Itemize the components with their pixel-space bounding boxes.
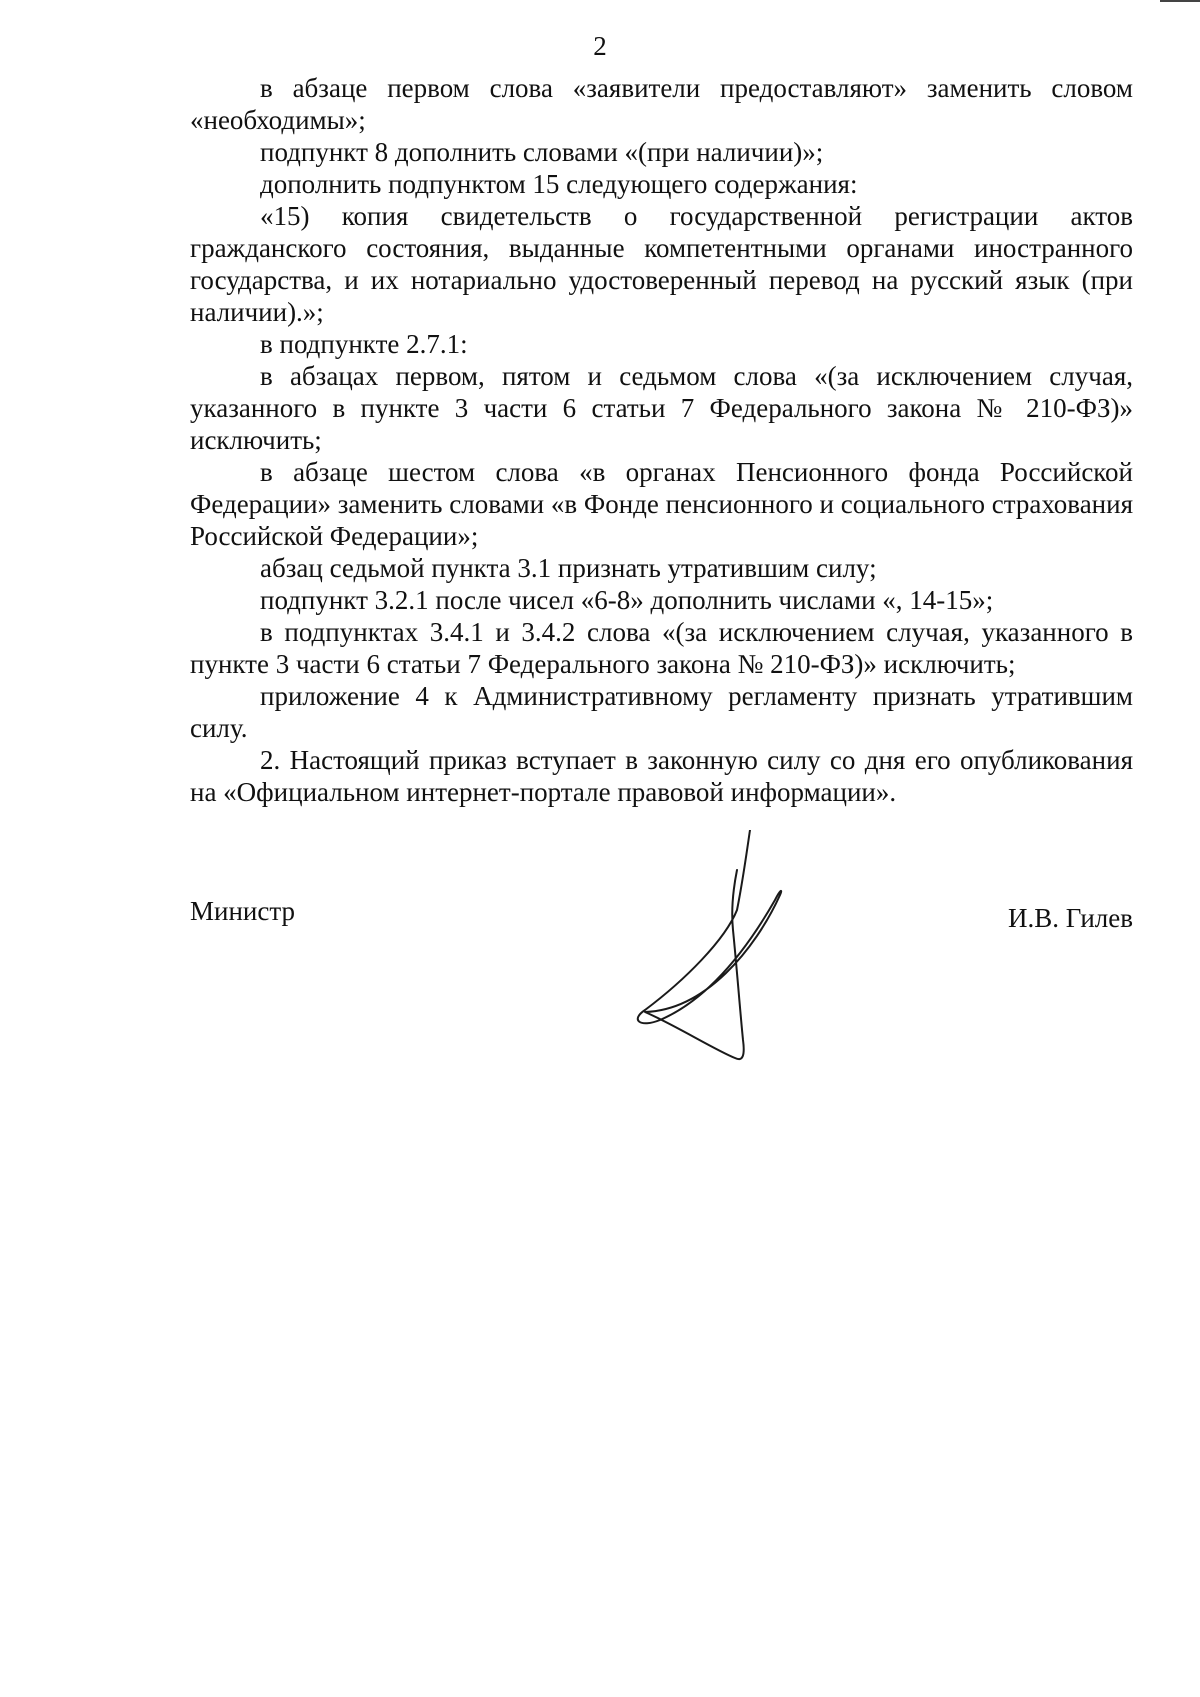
paragraph-6: в абзацах первом, пятом и седьмом слова «(за исключением случая, указанного в пункте 3 части 6 статьи 7 Федерального закона № 210-ФЗ)» исключить; <box>190 361 1133 455</box>
paragraph-4: «15) копия свидетельств о государственной регистрации актов гражданского состояния, выданные компетентными органами иностранного государства, и их нотариально удостоверенный перевод на русский язык (при наличии).»; <box>190 201 1133 327</box>
signatory-name: И.В. Гилев <box>1008 903 1133 933</box>
signatory-title: Министр <box>190 896 295 926</box>
paragraph-11: приложение 4 к Административному регламенту признать утратившим силу. <box>190 681 1133 743</box>
document-body <box>190 72 1133 808</box>
paragraph-3: дополнить подпунктом 15 следующего содержания: <box>260 169 858 199</box>
paragraph-12: 2. Настоящий приказ вступает в законную силу со дня его опубликования на «Официальном интернет-портале правовой информации». <box>190 745 1133 807</box>
page-number: 2 <box>593 31 607 61</box>
paragraph-1: в абзаце первом слова «заявители предоставляют» заменить словом «необходимы»; <box>190 73 1133 135</box>
scan-edge-line <box>1160 0 1200 2</box>
paragraph-5: в подпункте 2.7.1: <box>260 329 468 359</box>
paragraph-9: подпункт 3.2.1 после чисел «6-8» дополнить числами «, 14-15»; <box>260 585 994 615</box>
paragraph-2: подпункт 8 дополнить словами «(при наличии)»; <box>260 137 824 167</box>
handwritten-signature <box>625 830 825 1080</box>
paragraph-8: абзац седьмой пункта 3.1 признать утратившим силу; <box>260 553 877 583</box>
paragraph-10: в подпунктах 3.4.1 и 3.4.2 слова «(за исключением случая, указанного в пункте 3 части 6 статьи 7 Федерального закона № 210-ФЗ)» исключить; <box>190 617 1133 679</box>
paragraph-7: в абзаце шестом слова «в органах Пенсионного фонда Российской Федерации» заменить словами «в Фонде пенсионного и социального страхования Российской Федерации»; <box>190 457 1133 551</box>
